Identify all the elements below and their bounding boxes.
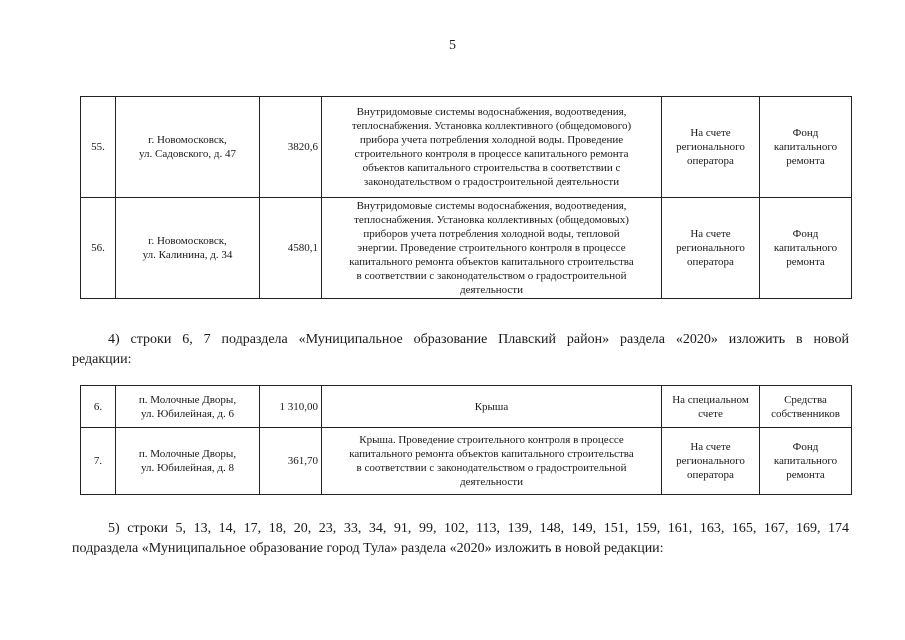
area-cell: 1 310,00 [260, 386, 322, 428]
fund-line: ремонта [786, 256, 825, 268]
address-line: п. Молочные Дворы, [138, 393, 237, 406]
account-cell [662, 97, 760, 198]
paragraph-line: 5) строки 5, 13, 14, 17, 18, 20, 23, 33, 34, 91, 99, 102, 113, 139, 148, 149, 151, 159, 161, 163, 165, 167, 169, 174 [108, 521, 849, 536]
work-description-cell [322, 198, 662, 299]
account-line: регионального [676, 242, 745, 254]
account-line: На специальном [672, 393, 749, 406]
amendment-paragraph-5 [72, 519, 849, 559]
work-line: Внутридомовые системы водоснабжения, водоотведения, [356, 200, 627, 212]
fund-line: капитального [773, 242, 838, 254]
work-line: теплоснабжения. Установка коллективного (общедомового) [351, 120, 632, 132]
address-cell [116, 428, 260, 495]
work-line: приборов учета потребления холодной воды, тепловой [363, 228, 620, 240]
account-line: На счете [690, 441, 731, 453]
repair-table-2 [80, 385, 852, 495]
address-line: ул. Юбилейная, д. 6 [141, 407, 234, 420]
address-cell [116, 97, 260, 198]
fund-line: Фонд [792, 127, 819, 139]
table-row [81, 428, 852, 495]
row-number: 55. [81, 97, 116, 198]
work-line: строительного контроля в процессе капитального ремонта [354, 148, 629, 160]
fund-cell [760, 386, 852, 428]
address-line: п. Молочные Дворы, [138, 448, 237, 460]
row-number: 7. [81, 428, 116, 495]
repair-table-1 [80, 96, 852, 299]
account-line: оператора [687, 469, 734, 481]
paragraph-line: 4) строки 6, 7 подраздела «Муниципальное образование Плавский район» раздела «2020» изложить в новой [108, 332, 849, 347]
work-line: в соответствии с законодательством о градостроительной [356, 270, 627, 282]
account-cell [662, 386, 760, 428]
work-line: деятельности [460, 476, 523, 488]
fund-line: ремонта [786, 155, 825, 167]
fund-line: Средства [784, 393, 827, 406]
work-line: Крыша. Проведение строительного контроля в процессе [359, 434, 624, 446]
work-line: в соответствии с законодательством о градостроительной [356, 462, 627, 474]
work-line: Крыша [474, 400, 509, 413]
address-cell [116, 386, 260, 428]
fund-line: капитального [773, 455, 838, 467]
table-row [81, 97, 852, 198]
work-line: Внутридомовые системы водоснабжения, водоотведения, [356, 106, 627, 118]
paragraph-line: редакции: [72, 352, 132, 367]
area-cell: 361,70 [260, 428, 322, 495]
work-line: капитального ремонта объектов капитального строительства [349, 256, 634, 268]
area-cell: 3820,6 [260, 97, 322, 198]
account-line: счете [698, 407, 723, 420]
fund-line: Фонд [792, 441, 819, 453]
table-row [81, 386, 852, 428]
row-number: 56. [81, 198, 116, 299]
address-line: г. Новомосковск, [148, 235, 227, 247]
paragraph-line: подраздела «Муниципальное образование город Тула» раздела «2020» изложить в новой редакции: [72, 541, 664, 556]
amendment-paragraph-4 [72, 330, 849, 370]
work-line: энергии. Проведение строительного контроля в процессе [357, 242, 626, 254]
address-cell [116, 198, 260, 299]
account-line: оператора [687, 256, 734, 268]
account-cell [662, 428, 760, 495]
work-description-cell [322, 386, 662, 428]
address-line: ул. Калинина, д. 34 [142, 249, 233, 261]
account-cell [662, 198, 760, 299]
account-line: регионального [676, 141, 745, 153]
work-description-cell [322, 97, 662, 198]
work-description-cell [322, 428, 662, 495]
account-line: регионального [676, 455, 745, 467]
fund-cell [760, 428, 852, 495]
work-line: прибора учета потребления холодной воды. Проведение [359, 134, 624, 146]
fund-line: Фонд [792, 228, 819, 240]
table-row [81, 198, 852, 299]
work-line: капитального ремонта объектов капитального строительства [349, 448, 634, 460]
account-line: На счете [690, 127, 731, 139]
address-line: г. Новомосковск, [148, 134, 227, 146]
account-line: На счете [690, 228, 731, 240]
fund-cell [760, 198, 852, 299]
fund-line: капитального [773, 141, 838, 153]
address-line: ул. Садовского, д. 47 [139, 148, 236, 160]
fund-line: ремонта [786, 469, 825, 481]
account-line: оператора [687, 155, 734, 167]
fund-line: собственников [771, 407, 840, 420]
work-line: объектов капитального строительства в соответствии с [362, 162, 621, 174]
row-number: 6. [81, 386, 116, 428]
address-line: ул. Юбилейная, д. 8 [141, 462, 234, 474]
work-line: деятельности [460, 284, 523, 296]
work-line: теплоснабжения. Установка коллективных (общедомовых) [354, 214, 629, 226]
fund-cell [760, 97, 852, 198]
work-line: законодательством о градостроительной деятельности [363, 176, 620, 188]
page-number: 5 [449, 38, 456, 53]
area-cell: 4580,1 [260, 198, 322, 299]
